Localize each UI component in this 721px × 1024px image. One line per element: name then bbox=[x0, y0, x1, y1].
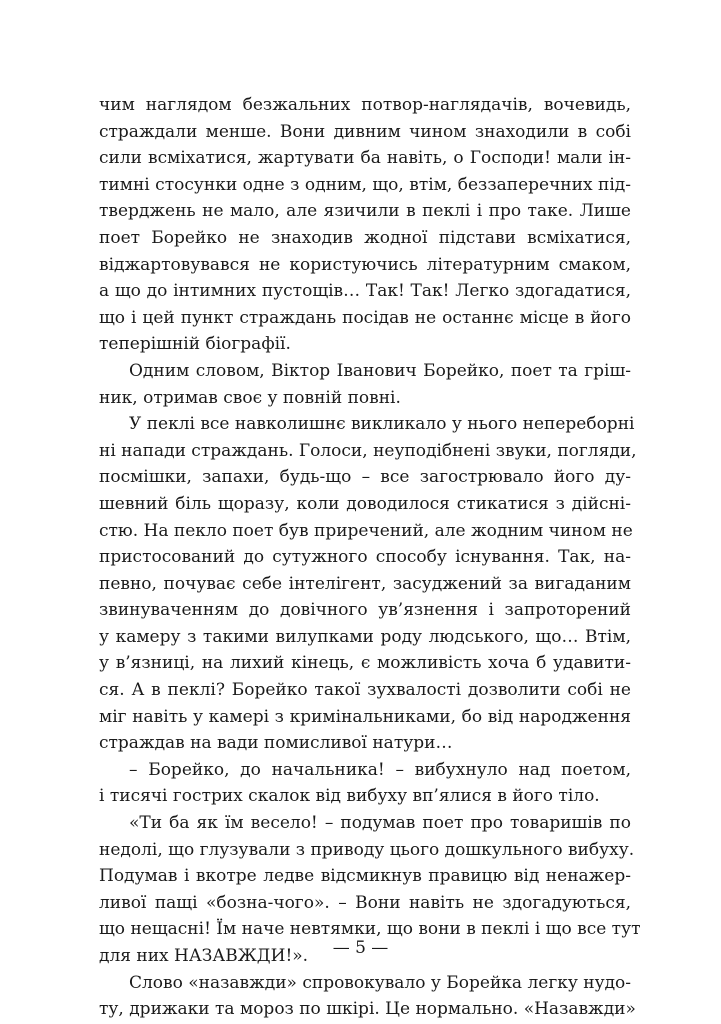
text-line: що нещасні! Їм наче невтямки, що вони в пеклі і що все тут bbox=[99, 919, 641, 940]
text-line: і тисячі гострих скалок від вибуху вп’ялися в його тіло. bbox=[99, 786, 600, 807]
paragraph bbox=[99, 970, 636, 1023]
text-line: страждали менше. Вони дивним чином знаходили в собі bbox=[99, 121, 631, 142]
text-line: тверджень не мало, але язичили в пеклі і про таке. Лише bbox=[99, 201, 631, 222]
text-line: – Борейко, до начальника! – вибухнуло над поетом, bbox=[129, 759, 631, 780]
text-line: поет Борейко не знаходив жодної підстави всміхатися, bbox=[99, 227, 631, 248]
page-body bbox=[99, 92, 641, 1023]
text-line: тимні стосунки одне з одним, що, втім, беззаперечних під- bbox=[99, 174, 631, 195]
text-line: недолі, що глузували з приводу цього дошкульного вибуху. bbox=[99, 839, 635, 860]
text-line: Одним словом, Віктор Іванович Борейко, поет та гріш- bbox=[129, 360, 631, 381]
paragraph bbox=[99, 757, 631, 810]
paragraph bbox=[99, 358, 631, 411]
text-line: міг навіть у камері з кримінальниками, бо від народження bbox=[99, 706, 631, 727]
text-line: віджартовувався не користуючись літературним смаком, bbox=[99, 254, 631, 275]
paragraph bbox=[99, 92, 631, 358]
text-line: ся. А в пеклі? Борейко такої зухвалості дозволити собі не bbox=[99, 680, 631, 701]
text-line: що і цей пункт страждань посідав не останнє місце в його bbox=[99, 307, 631, 328]
text-line: а що до інтимних пустощів… Так! Так! Легко здогадатися, bbox=[99, 281, 631, 302]
text-line: певно, почуває себе інтелігент, засуджений за вигаданим bbox=[99, 573, 631, 594]
text-line: чим наглядом безжальних потвор-наглядачів, вочевидь, bbox=[99, 95, 631, 115]
text-line: страждав на вади помисливої натури… bbox=[99, 733, 453, 754]
text-line: пристосований до сутужного способу існування. Так, на- bbox=[99, 547, 631, 568]
page-number: — 5 — bbox=[332, 938, 389, 958]
text-line: стю. На пекло поет був приречений, але жодним чином не bbox=[99, 520, 633, 541]
text-line: посмішки, запахи, будь-що – все загострювало його ду- bbox=[99, 467, 631, 488]
text-line: у камеру з такими вилупками роду людського, що… Втім, bbox=[99, 626, 631, 647]
text-line: ту, дрижаки та мороз по шкірі. Це нормально. «Назавжди» bbox=[99, 999, 636, 1020]
paragraph bbox=[99, 411, 637, 757]
text-line: «Ти ба як їм весело! – подумав поет про товаришів по bbox=[129, 813, 631, 834]
text-line: Подумав і вкотре ледве відсмикнув правицю від ненажер- bbox=[99, 866, 631, 887]
text-line: у в’язниці, на лихий кінець, є можливість хоча б удавити- bbox=[99, 653, 631, 674]
text-line: шевний біль щоразу, коли доводилося стикатися з дійсні- bbox=[99, 493, 631, 514]
text-line: сили всміхатися, жартувати ба навіть, о Господи! мали ін- bbox=[99, 148, 631, 169]
text-line: ні напади страждань. Голоси, неуподібнені звуки, погляди, bbox=[99, 440, 637, 461]
text-line: теперішній біографії. bbox=[99, 334, 291, 355]
text-line: ливої пащі «бозна-чого». – Вони навіть не здогадуються, bbox=[99, 892, 631, 913]
text-line: звинуваченням до довічного ув’язнення і запроторений bbox=[99, 600, 631, 621]
text-line: ник, отримав своє у повній повні. bbox=[99, 387, 401, 408]
text-line: Слово «назавжди» спровокувало у Борейка легку нудо- bbox=[129, 972, 632, 993]
text-line: для них НАЗАВЖДИ!». bbox=[99, 946, 309, 966]
text-line: У пеклі все навколишнє викликало у нього непереборні bbox=[129, 414, 635, 435]
